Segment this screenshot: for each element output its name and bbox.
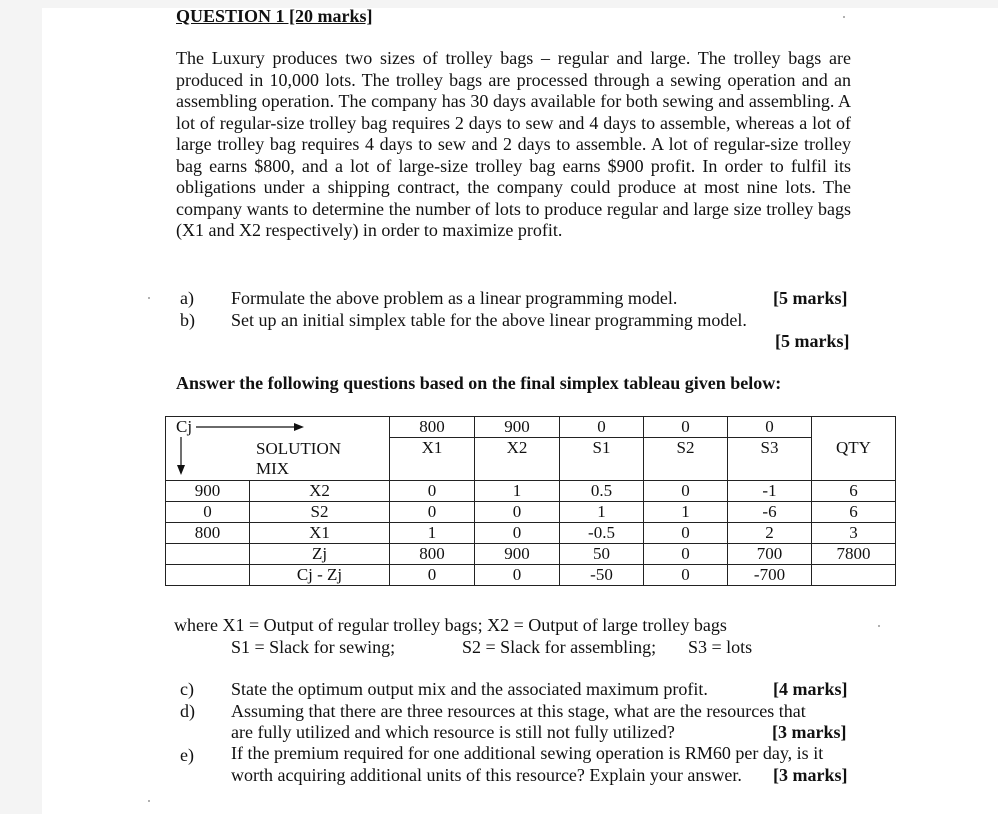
where-s1: S1 = Slack for sewing; — [231, 637, 396, 657]
where-line-1: where X1 = Output of regular trolley bags; X2 = Output of large trolley bags — [174, 615, 727, 635]
row-cj: 0 — [166, 502, 250, 523]
cell: -50 — [560, 565, 644, 586]
zj-qty: 7800 — [812, 544, 896, 565]
question-c-marks: [4 marks] — [773, 679, 848, 699]
var-x2: X2 — [475, 438, 560, 481]
cj-label: Cj — [176, 417, 193, 436]
question-d-text-1: Assuming that there are three resources at this stage, what are the resources that — [231, 701, 806, 721]
qty-top-empty — [812, 417, 896, 438]
cell: 900 — [475, 544, 560, 565]
cell: 1 — [560, 502, 644, 523]
var-s1: S1 — [560, 438, 644, 481]
question-a-marks: [5 marks] — [773, 288, 848, 308]
question-b-text: Set up an initial simplex table for the above linear programming model. — [231, 310, 747, 330]
cell: 0 — [390, 502, 475, 523]
question-a-text: Formulate the above problem as a linear programming model. — [231, 288, 678, 308]
cell: -6 — [728, 502, 812, 523]
question-d-marks: [3 marks] — [772, 722, 847, 742]
cell: 50 — [560, 544, 644, 565]
row-qty: 6 — [812, 481, 896, 502]
cell: -1 — [728, 481, 812, 502]
cj-zj-qty-empty — [812, 565, 896, 586]
var-s3: S3 — [728, 438, 812, 481]
question-d-text-2: are fully utilized and which resource is still not fully utilized? — [231, 722, 675, 742]
table-row — [166, 481, 896, 502]
where-s3: S3 = lots — [688, 637, 753, 657]
cell: 0.5 — [560, 481, 644, 502]
cj-zj-label: Cj - Zj — [250, 565, 390, 586]
cell: 0 — [390, 565, 475, 586]
scan-speck — [148, 800, 150, 802]
question-e-text-2: worth acquiring additional units of this resource? Explain your answer. — [231, 765, 742, 785]
answer-heading: Answer the following questions based on the final simplex tableau given below: — [176, 373, 782, 393]
cell: 800 — [390, 544, 475, 565]
problem-paragraph: The Luxury produces two sizes of trolley bags – regular and large. The trolley bags are produced in 10,000 lots. The trolley bags are processed through a sewing operation and an assembling operation. The company has 30 days available for both sewing and assembling. A lot of regular-size trolley bag requires 2 days to sew and 4 days to assemble, whereas a lot of large trolley bag requires 4 days to sew and 2 days to assemble. A lot of regular-size trolley bag earns $800, and a lot of large-size trolley bag earns $900 profit. In order to fulfil its obligations under a shipping contract, the company could produce at most nine lots. The company wants to determine the number of lots to produce regular and large size trolley bags (X1 and X2 respectively) in order to maximize profit. — [176, 48, 851, 240]
cell: 0 — [644, 523, 728, 544]
table-row — [166, 502, 896, 523]
question-e-marks: [3 marks] — [773, 765, 848, 785]
row-qty: 6 — [812, 502, 896, 523]
cell: 0 — [644, 544, 728, 565]
zj-row — [166, 544, 896, 565]
cell: 700 — [728, 544, 812, 565]
row-mix: X1 — [250, 523, 390, 544]
cell: 1 — [644, 502, 728, 523]
question-a-label: a) — [180, 288, 194, 308]
question-b-marks: [5 marks] — [775, 331, 850, 351]
cell: -0.5 — [560, 523, 644, 544]
where-s2: S2 = Slack for assembling; — [462, 637, 657, 657]
cell: 0 — [644, 565, 728, 586]
cell: 0 — [644, 481, 728, 502]
cell: -700 — [728, 565, 812, 586]
row-cj: 900 — [166, 481, 250, 502]
row-mix: S2 — [250, 502, 390, 523]
question-c-text: State the optimum output mix and the associated maximum profit. — [231, 679, 708, 699]
cell: 0 — [475, 523, 560, 544]
question-title: QUESTION 1 [20 marks] — [176, 6, 373, 26]
var-s2: S2 — [644, 438, 728, 481]
scan-speck — [878, 625, 880, 627]
cell: 1 — [475, 481, 560, 502]
question-c-label: c) — [180, 679, 194, 699]
question-e-label: e) — [180, 745, 194, 765]
cell: 2 — [728, 523, 812, 544]
cell: 1 — [390, 523, 475, 544]
cj-x2: 900 — [475, 417, 560, 438]
row-qty: 3 — [812, 523, 896, 544]
cell: 0 — [475, 565, 560, 586]
var-x1: X1 — [390, 438, 475, 481]
cell: 0 — [475, 502, 560, 523]
question-b-label: b) — [180, 310, 195, 330]
scan-speck — [148, 297, 150, 299]
table-row — [166, 523, 896, 544]
question-e-text-1: If the premium required for one additional sewing operation is RM60 per day, is it — [231, 743, 824, 763]
zj-empty — [166, 544, 250, 565]
cell: 0 — [390, 481, 475, 502]
solution-mix-label: SOLUTION MIX — [256, 439, 341, 478]
cj-s1: 0 — [560, 417, 644, 438]
scan-speck — [843, 16, 845, 18]
cj-x1: 800 — [390, 417, 475, 438]
row-mix: X2 — [250, 481, 390, 502]
cj-zj-row — [166, 565, 896, 586]
cj-arrows-icon — [166, 417, 306, 477]
zj-label: Zj — [250, 544, 390, 565]
qty-header: QTY — [812, 438, 896, 481]
cj-zj-empty — [166, 565, 250, 586]
cj-s3: 0 — [728, 417, 812, 438]
row-cj: 800 — [166, 523, 250, 544]
question-d-label: d) — [180, 701, 195, 721]
cj-s2: 0 — [644, 417, 728, 438]
